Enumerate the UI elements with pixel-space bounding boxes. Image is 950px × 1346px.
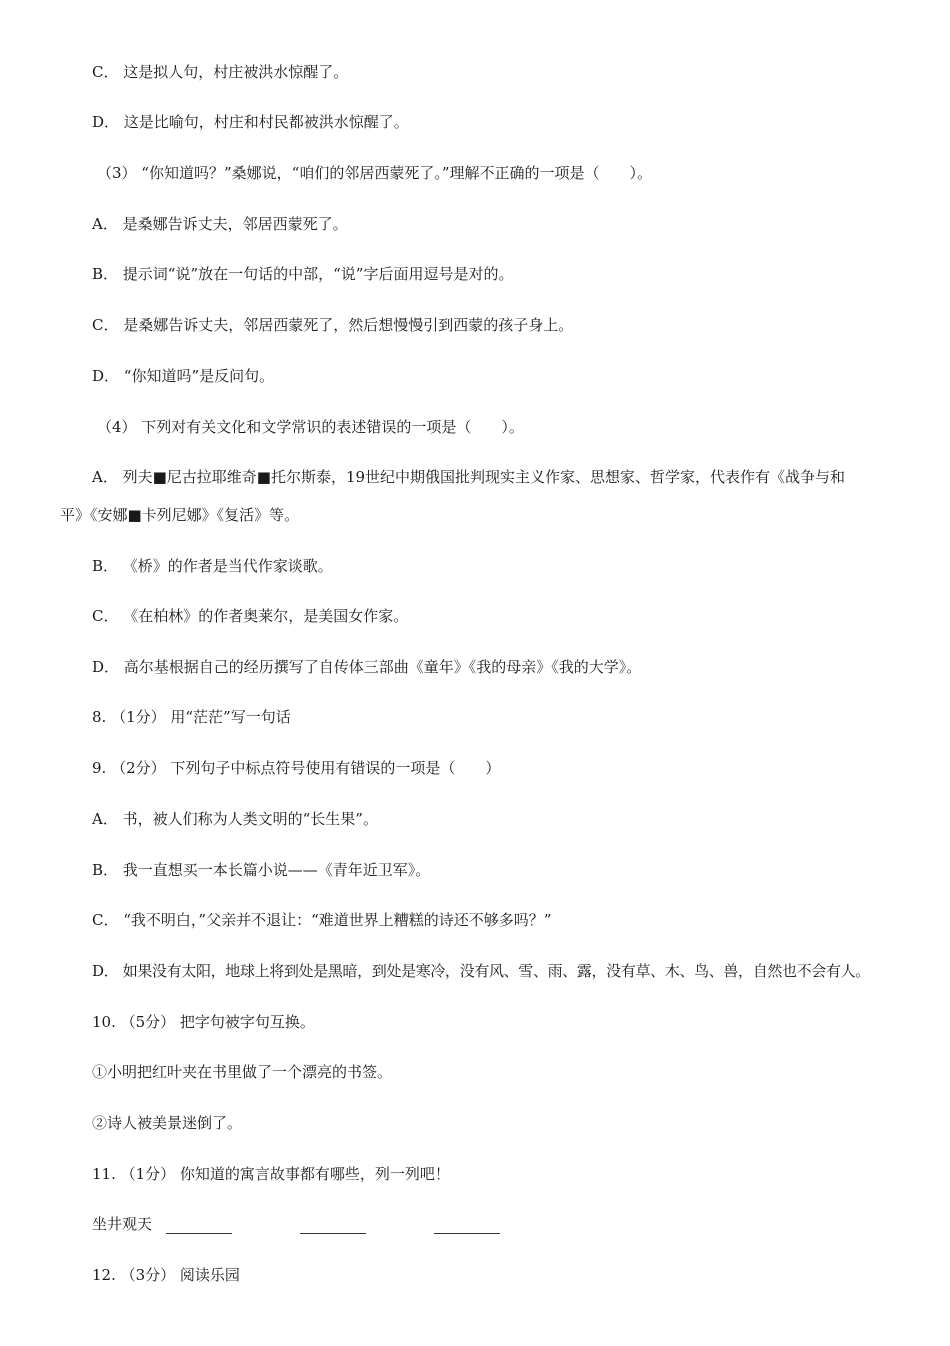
- answer-blank-1[interactable]: [166, 1217, 232, 1234]
- question-8: 8. （1分） 用“茫茫”写一句话: [92, 708, 291, 726]
- sub-question-4: （4） 下列对有关文化和文学常识的表述错误的一项是（ ）。: [97, 418, 524, 436]
- option-a-q3: A． 是桑娜告诉丈夫，邻居西蒙死了。: [92, 215, 348, 233]
- sentence-1: ①小明把红叶夹在书里做了一个漂亮的书签。: [92, 1063, 393, 1081]
- option-b-q3: B． 提示词“说”放在一句话的中部，“说”字后面用逗号是对的。: [92, 265, 514, 283]
- sub-question-3: （3） “你知道吗？”桑娜说，“咱们的邻居西蒙死了。”理解不正确的一项是（ ）。: [97, 164, 652, 182]
- answer-blank-3[interactable]: [434, 1217, 500, 1234]
- option-d-q9: D． 如果没有太阳，地球上将到处是黑暗，到处是寒冷，没有风、雪、雨、露，没有草、木、鸟、兽，自然也不会有人。: [92, 962, 870, 980]
- option-c-q9: C． “我不明白，”父亲并不退让：“难道世界上糟糕的诗还不够多吗？”: [92, 911, 552, 929]
- option-d-q3: D． “你知道吗”是反问句。: [92, 367, 275, 385]
- option-a-q4: A． 列夫■尼古拉耶维奇■托尔斯泰，19世纪中期俄国批判现实主义作家、思想家、哲学家，代表作有《战争与和: [92, 468, 846, 486]
- option-c-q2: C． 这是拟人句，村庄被洪水惊醒了。: [92, 63, 349, 81]
- option-a-q9: A． 书，被人们称为人类文明的“长生果”。: [92, 810, 378, 828]
- sentence-2: ②诗人被美景迷倒了。: [92, 1114, 243, 1132]
- question-9: 9. （2分） 下列句子中标点符号使用有错误的一项是（ ）: [92, 759, 501, 777]
- question-10: 10. （5分） 把字句被字句互换。: [92, 1013, 315, 1031]
- option-b-q4: B． 《桥》的作者是当代作家谈歌。: [92, 557, 333, 575]
- option-c-q4: C． 《在柏林》的作者奥莱尔，是美国女作家。: [92, 607, 409, 625]
- option-d-q4: D． 高尔基根据自己的经历撰写了自传体三部曲《童年》《我的母亲》《我的大学》。: [92, 658, 642, 676]
- question-12: 12. （3分） 阅读乐园: [92, 1266, 240, 1284]
- fable-list-row: [92, 1214, 910, 1234]
- option-c-q3: C． 是桑娜告诉丈夫，邻居西蒙死了，然后想慢慢引到西蒙的孩子身上。: [92, 316, 574, 334]
- option-b-q9: B． 我一直想买一本长篇小说——《青年近卫军》。: [92, 861, 431, 879]
- answer-blank-2[interactable]: [300, 1217, 366, 1234]
- option-d-q2: D． 这是比喻句，村庄和村民都被洪水惊醒了。: [92, 113, 409, 131]
- option-a-q4-continued: 平》《安娜■卡列尼娜》《复活》等。: [60, 506, 300, 524]
- question-11: 11. （1分） 你知道的寓言故事都有哪些，列一列吧！: [92, 1165, 450, 1183]
- fable-example: 坐井观天: [92, 1215, 153, 1233]
